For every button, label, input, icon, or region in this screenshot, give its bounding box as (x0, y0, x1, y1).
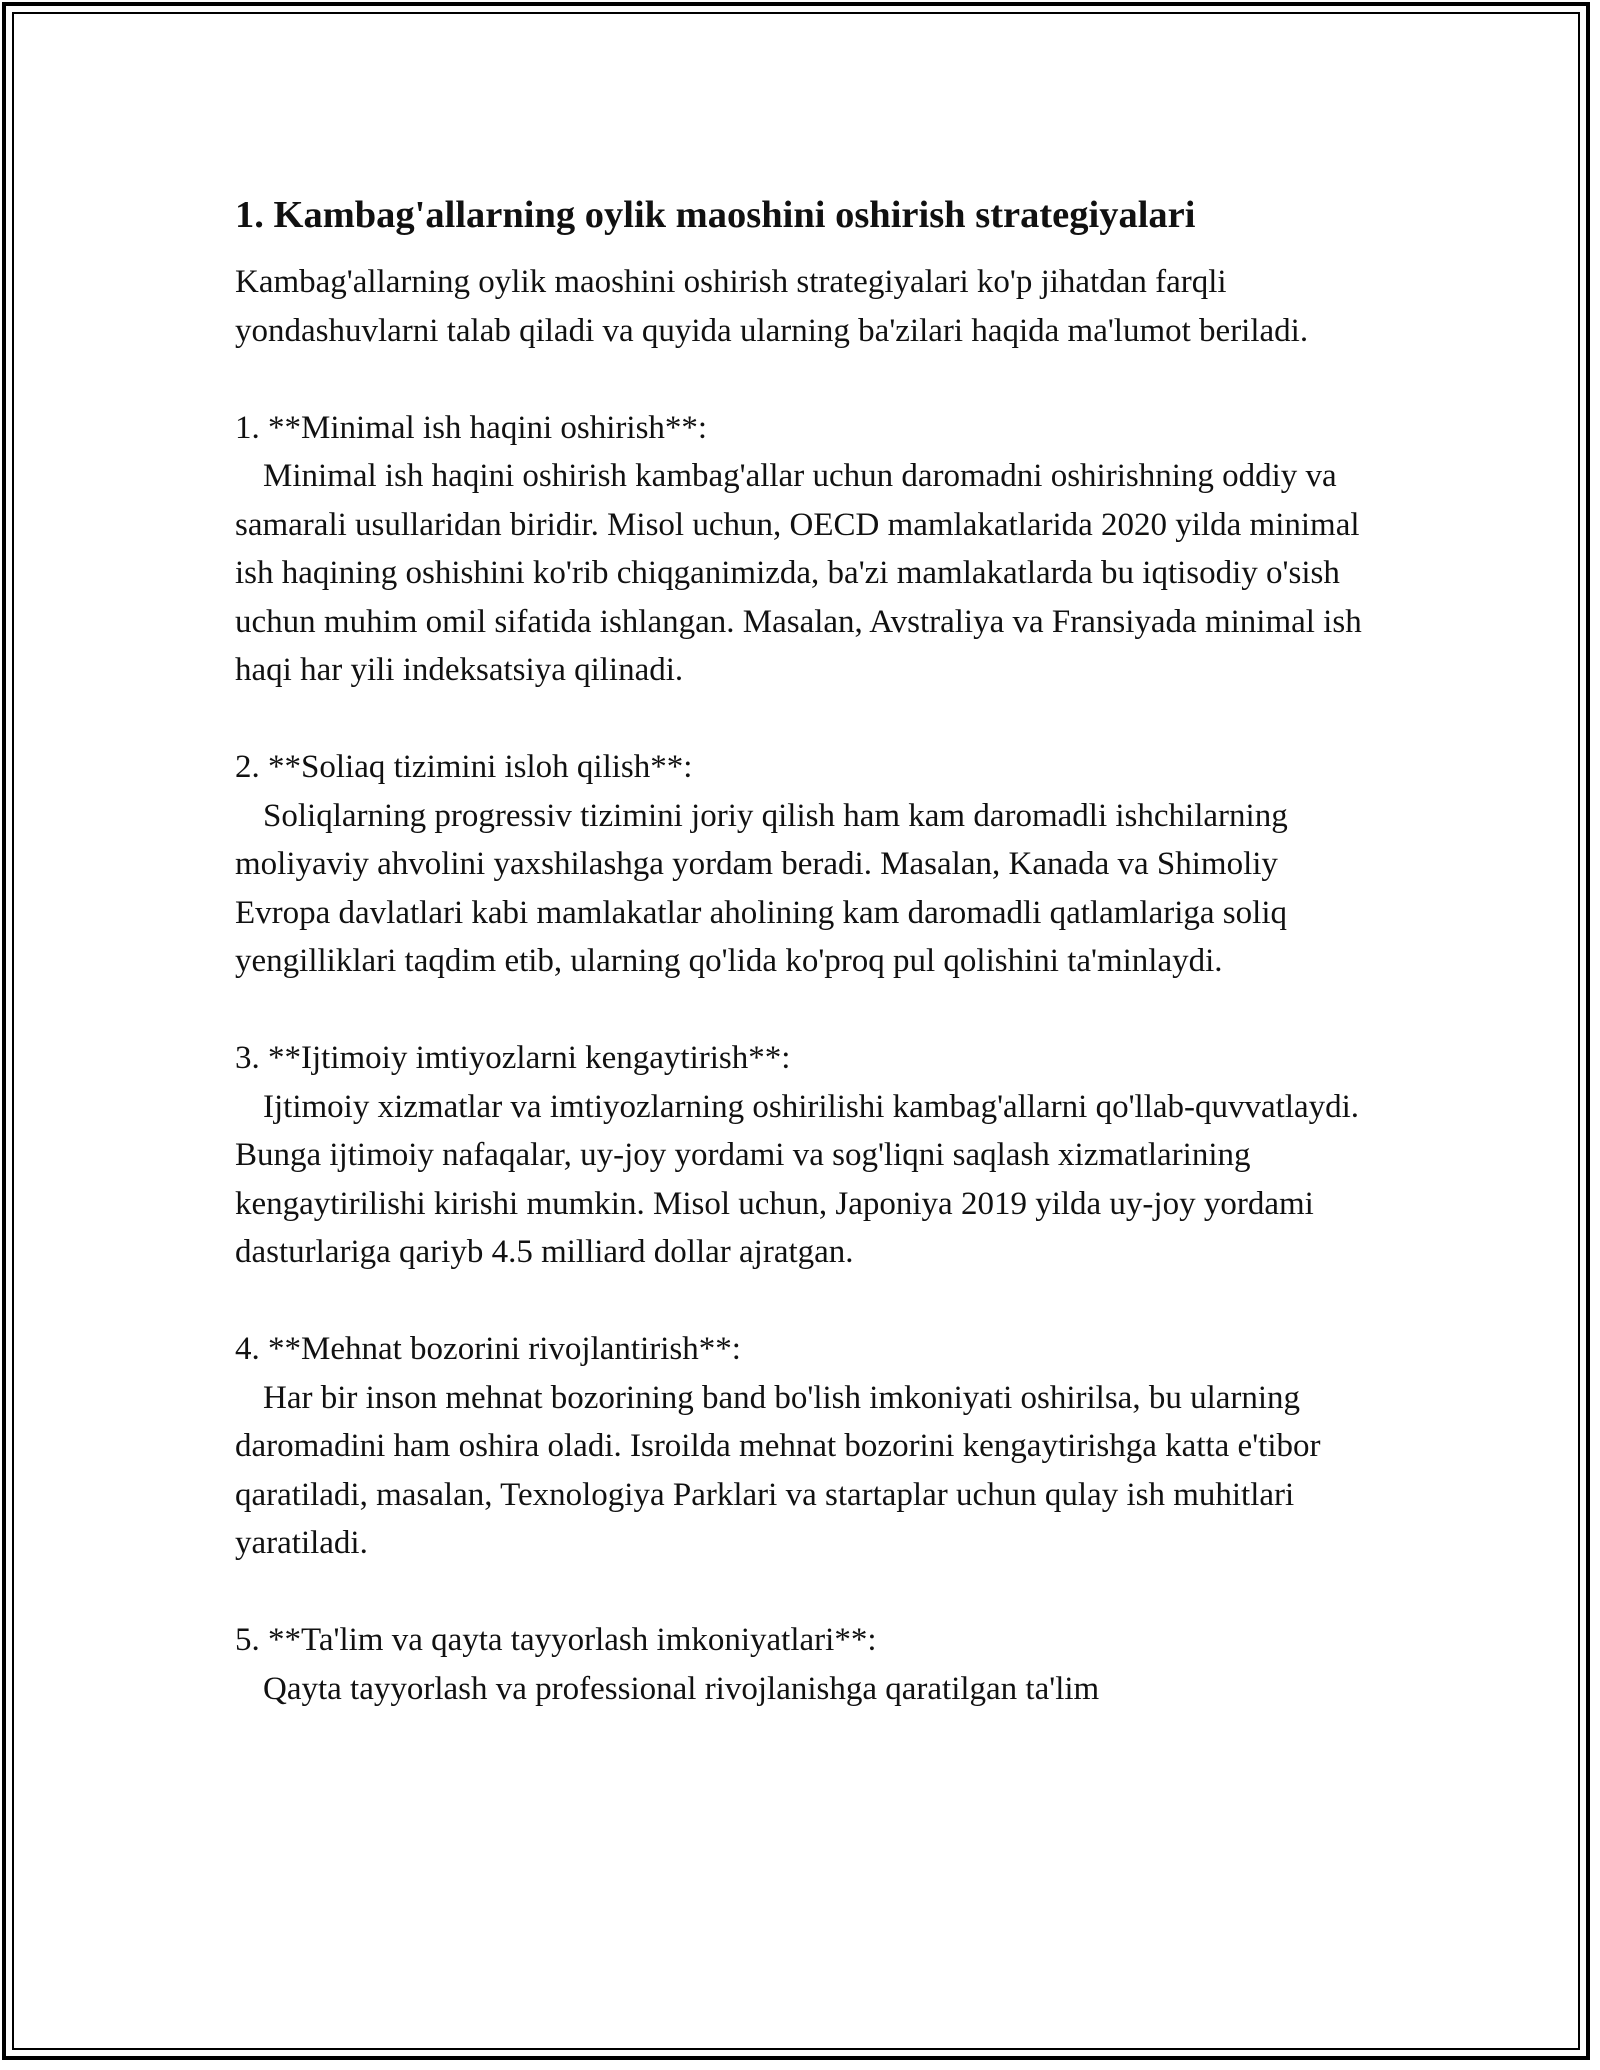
section-heading: 2. **Soliaq tizimini isloh qilish**: (235, 749, 693, 785)
section-body: Qayta tayyorlash va professional rivojlanishga qaratilgan ta'lim (263, 1670, 1100, 1707)
section-5 (235, 1616, 1365, 1713)
section-body: Soliqlarning progressiv tizimini joriy qilish ham kam daromadli ishchilarning moliyaviy ahvolini yaxshilashga yordam beradi. Masalan, Kanada va Shimoliy Evropa davlatlari kabi mamlakatlar aholining kam daromadli qatlamlariga soliq yengilliklari taqdim etib, ularning qo'lida ko'proq pul qolishini ta'minlaydi. (235, 797, 1288, 979)
section-heading: 5. **Ta'lim va qayta tayyorlash imkoniyatlari**: (235, 1622, 877, 1658)
section-heading: 1. **Minimal ish haqini oshirish**: (235, 409, 708, 446)
section-body: Minimal ish haqini oshirish kambag'allar uchun daromadni oshirishning oddiy va samarali usullaridan biridir. Misol uchun, OECD mamlakatlarida 2020 yilda minimal ish haqining oshishini ko'rib chiqganimizda, ba'zi mamlakatlarda bu iqtisodiy o'sish uchun muhim omil sifatida ishlangan. Masalan, Avstraliya va Fransiyada minimal ish haqi har yili indeksatsiya qilinadi. (235, 458, 1362, 688)
section-body: Har bir inson mehnat bozorining band bo'lish imkoniyati oshirilsa, bu ularning daromadini ham oshira oladi. Isroilda mehnat bozorini kengaytirishga katta e'tibor qaratiladi, masalan, Texnologiya Parklari va startaplar uchun qulay ish muhitlari yaratiladi. (235, 1379, 1321, 1561)
section-heading: 3. **Ijtimoiy imtiyozlarni kengaytirish**: (235, 1040, 791, 1076)
section-body: Ijtimoiy xizmatlar va imtiyozlarning oshirilishi kambag'allarni qo'llab-quvvatlaydi. Bunga ijtimoiy nafaqalar, uy-joy yordami va sog'liqni saqlash xizmatlarining kengaytirilishi kirishi mumkin. Misol uchun, Japoniya 2019 yilda uy-joy yordami dasturlariga qariyb 4.5 milliard dollar ajratgan. (235, 1088, 1360, 1270)
intro-paragraph: Kambag'allarning oylik maoshini oshirish strategiyalari ko'p jihatdan farqli yondashuvlarni talab qiladi va quyida ularning ba'zilari haqida ma'lumot beriladi. (235, 264, 1309, 349)
section-2 (235, 743, 1365, 986)
section-heading: 4. **Mehnat bozorini rivojlantirish**: (235, 1331, 741, 1367)
document-content (235, 182, 1365, 1713)
document-title: 1. Kambag'allarning oylik maoshini oshirish strategiyalari (235, 194, 1196, 236)
section-3 (235, 1034, 1365, 1277)
section-1 (235, 404, 1365, 695)
section-4 (235, 1325, 1365, 1568)
